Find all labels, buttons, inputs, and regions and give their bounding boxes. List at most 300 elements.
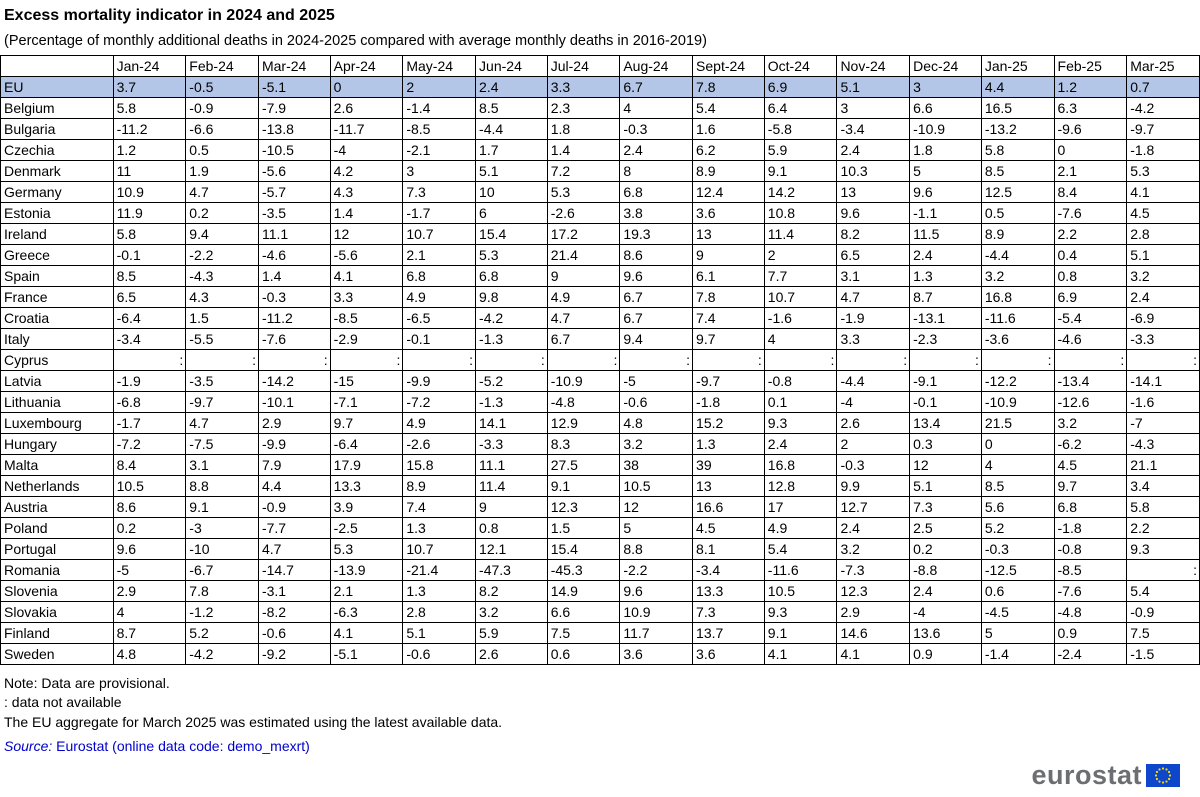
value-cell: -5.7 <box>258 182 330 203</box>
value-cell: 38 <box>620 455 693 476</box>
value-cell: -1.7 <box>403 203 476 224</box>
table-row <box>1 518 1200 539</box>
column-header: Mar-25 <box>1127 56 1200 77</box>
country-cell: Estonia <box>1 203 114 224</box>
value-cell: 17.9 <box>330 455 403 476</box>
value-cell: 11.9 <box>113 203 186 224</box>
value-cell: 4.9 <box>403 413 476 434</box>
value-cell: 5.8 <box>113 224 186 245</box>
value-cell: -12.6 <box>1054 392 1127 413</box>
value-cell: 7.5 <box>547 623 620 644</box>
value-cell: 12 <box>910 455 982 476</box>
value-cell: 2.5 <box>910 518 982 539</box>
value-cell: 27.5 <box>547 455 620 476</box>
value-cell: -5.5 <box>186 329 259 350</box>
value-cell: -11.2 <box>113 119 186 140</box>
value-cell: -10.9 <box>547 371 620 392</box>
value-cell: 10.7 <box>764 287 837 308</box>
table-title: Excess mortality indicator in 2024 and 2025 <box>4 7 335 24</box>
value-cell: -2.6 <box>547 203 620 224</box>
value-cell: -1.5 <box>1127 644 1200 665</box>
country-cell: Luxembourg <box>1 413 114 434</box>
column-header: Mar-24 <box>258 56 330 77</box>
value-cell: -5.6 <box>258 161 330 182</box>
value-cell: 6.1 <box>693 266 765 287</box>
value-cell: 12 <box>330 224 403 245</box>
value-cell: -10.9 <box>981 392 1054 413</box>
value-cell: -3 <box>186 518 259 539</box>
value-cell: -4.6 <box>258 245 330 266</box>
value-cell: -1.4 <box>403 98 476 119</box>
value-cell: -6.7 <box>186 560 259 581</box>
value-cell: 7.3 <box>403 182 476 203</box>
value-cell: 3.8 <box>620 203 693 224</box>
value-cell: -11.6 <box>981 308 1054 329</box>
value-cell: 10.5 <box>113 476 186 497</box>
value-cell: 13 <box>693 476 765 497</box>
table-row <box>1 308 1200 329</box>
value-cell: 2.1 <box>403 245 476 266</box>
value-cell: -1.1 <box>910 203 982 224</box>
value-cell: 1.9 <box>186 161 259 182</box>
value-cell: 2 <box>837 434 910 455</box>
value-cell: -9.9 <box>403 371 476 392</box>
value-cell: 0.4 <box>1054 245 1127 266</box>
value-cell: 4.2 <box>330 161 403 182</box>
value-cell: -0.6 <box>403 644 476 665</box>
value-cell: 17 <box>764 497 837 518</box>
value-cell: 0.8 <box>1054 266 1127 287</box>
country-cell: France <box>1 287 114 308</box>
table-row <box>1 98 1200 119</box>
country-cell: Slovenia <box>1 581 114 602</box>
value-cell: 2.6 <box>837 413 910 434</box>
value-cell: 14.9 <box>547 581 620 602</box>
source-link[interactable]: Eurostat (online data code: demo_mexrt) <box>56 738 310 754</box>
value-cell: : <box>837 350 910 371</box>
value-cell: 2.8 <box>403 602 476 623</box>
value-cell: -7.2 <box>113 434 186 455</box>
value-cell: : <box>113 350 186 371</box>
value-cell: 6.5 <box>113 287 186 308</box>
table-row <box>1 203 1200 224</box>
value-cell: : <box>1127 350 1200 371</box>
table-row <box>1 161 1200 182</box>
table-row <box>1 119 1200 140</box>
value-cell: 4.5 <box>1127 203 1200 224</box>
value-cell: 2.1 <box>330 581 403 602</box>
value-cell: -5 <box>113 560 186 581</box>
value-cell: 21.5 <box>981 413 1054 434</box>
value-cell: -0.6 <box>258 623 330 644</box>
value-cell: -2.5 <box>330 518 403 539</box>
value-cell: 11.1 <box>258 224 330 245</box>
country-cell: Belgium <box>1 98 114 119</box>
value-cell: 9.7 <box>330 413 403 434</box>
value-cell: 7.8 <box>186 581 259 602</box>
value-cell: 2.3 <box>547 98 620 119</box>
table-row <box>1 602 1200 623</box>
value-cell: -6.4 <box>330 434 403 455</box>
value-cell: 1.5 <box>186 308 259 329</box>
value-cell: 9.1 <box>186 497 259 518</box>
country-cell: Denmark <box>1 161 114 182</box>
value-cell: -11.7 <box>330 119 403 140</box>
value-cell: 7.2 <box>547 161 620 182</box>
value-cell: 5.1 <box>1127 245 1200 266</box>
value-cell: -0.1 <box>403 329 476 350</box>
value-cell: -4 <box>837 392 910 413</box>
value-cell: -13.9 <box>330 560 403 581</box>
flag-star <box>1162 767 1164 769</box>
value-cell: 5.9 <box>764 140 837 161</box>
value-cell: -2.2 <box>186 245 259 266</box>
value-cell: 11.7 <box>620 623 693 644</box>
value-cell: 0 <box>981 434 1054 455</box>
table-row <box>1 539 1200 560</box>
eurostat-logo <box>1031 760 1180 791</box>
value-cell: 8.8 <box>186 476 259 497</box>
value-cell: 6.8 <box>1054 497 1127 518</box>
value-cell: 1.6 <box>693 119 765 140</box>
value-cell: -4.8 <box>1054 602 1127 623</box>
value-cell: -13.4 <box>1054 371 1127 392</box>
value-cell: -4.2 <box>476 308 548 329</box>
value-cell: 10.5 <box>620 476 693 497</box>
value-cell: -5.1 <box>258 77 330 98</box>
value-cell: 15.4 <box>476 224 548 245</box>
value-cell: 6.6 <box>910 98 982 119</box>
value-cell: -5.2 <box>476 371 548 392</box>
value-cell: 7.4 <box>693 308 765 329</box>
value-cell: 0.9 <box>1054 623 1127 644</box>
value-cell: 4.7 <box>258 539 330 560</box>
value-cell: -3.1 <box>258 581 330 602</box>
value-cell: 4.9 <box>403 287 476 308</box>
value-cell: -0.8 <box>1054 539 1127 560</box>
value-cell: 5.4 <box>693 98 765 119</box>
table-row <box>1 140 1200 161</box>
value-cell: -1.6 <box>1127 392 1200 413</box>
value-cell: -6.3 <box>330 602 403 623</box>
country-cell: Slovakia <box>1 602 114 623</box>
value-cell: 12.8 <box>764 476 837 497</box>
value-cell: 4.1 <box>330 266 403 287</box>
value-cell: 11.4 <box>476 476 548 497</box>
column-header: Feb-24 <box>186 56 259 77</box>
value-cell: -1.3 <box>476 329 548 350</box>
value-cell: 13.6 <box>910 623 982 644</box>
value-cell: 6.9 <box>764 77 837 98</box>
value-cell: 9.4 <box>186 224 259 245</box>
value-cell: -7.2 <box>403 392 476 413</box>
table-row <box>1 497 1200 518</box>
value-cell: -0.5 <box>186 77 259 98</box>
value-cell: 10.5 <box>764 581 837 602</box>
value-cell: -1.8 <box>693 392 765 413</box>
value-cell: 7.7 <box>764 266 837 287</box>
note-not-available: : data not available <box>4 694 122 710</box>
value-cell: 3.3 <box>837 329 910 350</box>
value-cell: -10.1 <box>258 392 330 413</box>
value-cell: 4 <box>764 329 837 350</box>
value-cell: 2.1 <box>1054 161 1127 182</box>
value-cell: -0.6 <box>620 392 693 413</box>
table-row <box>1 581 1200 602</box>
flag-star <box>1165 780 1167 782</box>
value-cell: 8.4 <box>1054 182 1127 203</box>
value-cell: 0.2 <box>186 203 259 224</box>
value-cell: -7.3 <box>837 560 910 581</box>
value-cell: -12.5 <box>981 560 1054 581</box>
value-cell: : <box>547 350 620 371</box>
value-cell: 14.6 <box>837 623 910 644</box>
value-cell: 1.3 <box>693 434 765 455</box>
table-row <box>1 623 1200 644</box>
value-cell: 8.6 <box>113 497 186 518</box>
value-cell: : <box>403 350 476 371</box>
flag-star <box>1168 778 1170 780</box>
value-cell: 9.6 <box>837 203 910 224</box>
value-cell: 1.4 <box>258 266 330 287</box>
value-cell: -5.6 <box>330 245 403 266</box>
country-cell: Latvia <box>1 371 114 392</box>
value-cell: 9.1 <box>547 476 620 497</box>
value-cell: 15.2 <box>693 413 765 434</box>
value-cell: -1.8 <box>1054 518 1127 539</box>
value-cell: 0.9 <box>910 644 982 665</box>
value-cell: : <box>1054 350 1127 371</box>
value-cell: -13.1 <box>910 308 982 329</box>
country-cell: Malta <box>1 455 114 476</box>
value-cell: -8.5 <box>330 308 403 329</box>
column-header: Feb-25 <box>1054 56 1127 77</box>
table-row <box>1 224 1200 245</box>
flag-star <box>1156 778 1158 780</box>
value-cell: 5 <box>981 623 1054 644</box>
value-cell: 0.1 <box>764 392 837 413</box>
value-cell: -8.2 <box>258 602 330 623</box>
country-cell: Romania <box>1 560 114 581</box>
country-cell: Italy <box>1 329 114 350</box>
value-cell: -11.2 <box>258 308 330 329</box>
value-cell: -2.9 <box>330 329 403 350</box>
value-cell: 6.3 <box>1054 98 1127 119</box>
table-body <box>1 77 1200 665</box>
country-cell: Austria <box>1 497 114 518</box>
value-cell: -4 <box>330 140 403 161</box>
value-cell: 2.9 <box>258 413 330 434</box>
value-cell: 3.2 <box>1127 266 1200 287</box>
value-cell: 12.1 <box>476 539 548 560</box>
value-cell: 5.8 <box>113 98 186 119</box>
value-cell: -0.8 <box>764 371 837 392</box>
value-cell: 3.2 <box>1054 413 1127 434</box>
value-cell: -3.4 <box>693 560 765 581</box>
flag-star <box>1158 768 1160 770</box>
value-cell: -13.8 <box>258 119 330 140</box>
value-cell: 2.4 <box>620 140 693 161</box>
value-cell: 13.3 <box>330 476 403 497</box>
value-cell: 5.9 <box>476 623 548 644</box>
value-cell: 5.3 <box>476 245 548 266</box>
column-header: Jan-24 <box>113 56 186 77</box>
country-cell: Portugal <box>1 539 114 560</box>
value-cell: -4.4 <box>837 371 910 392</box>
value-cell: -6.2 <box>1054 434 1127 455</box>
value-cell: 5.6 <box>981 497 1054 518</box>
country-cell: Lithuania <box>1 392 114 413</box>
table-row <box>1 644 1200 665</box>
value-cell: 6.7 <box>620 308 693 329</box>
value-cell: 9.1 <box>764 623 837 644</box>
column-header: Oct-24 <box>764 56 837 77</box>
value-cell: -4.6 <box>1054 329 1127 350</box>
value-cell: -45.3 <box>547 560 620 581</box>
value-cell: 4.8 <box>113 644 186 665</box>
value-cell: 21.1 <box>1127 455 1200 476</box>
value-cell: 39 <box>693 455 765 476</box>
value-cell: 17.2 <box>547 224 620 245</box>
value-cell: -14.1 <box>1127 371 1200 392</box>
value-cell: -21.4 <box>403 560 476 581</box>
value-cell: -7.6 <box>1054 203 1127 224</box>
value-cell: 8.5 <box>981 476 1054 497</box>
value-cell: -3.5 <box>186 371 259 392</box>
value-cell: 5.8 <box>1127 497 1200 518</box>
value-cell: 0.3 <box>910 434 982 455</box>
value-cell: 10.7 <box>403 539 476 560</box>
value-cell: -4.8 <box>547 392 620 413</box>
value-cell: 14.1 <box>476 413 548 434</box>
value-cell: -2.2 <box>620 560 693 581</box>
country-cell: Finland <box>1 623 114 644</box>
value-cell: 3.3 <box>547 77 620 98</box>
value-cell: -1.2 <box>186 602 259 623</box>
column-header: Nov-24 <box>837 56 910 77</box>
value-cell: -6.8 <box>113 392 186 413</box>
column-header: Dec-24 <box>910 56 982 77</box>
value-cell: -8.5 <box>1054 560 1127 581</box>
value-cell: -1.6 <box>764 308 837 329</box>
country-cell: Spain <box>1 266 114 287</box>
value-cell: : <box>258 350 330 371</box>
value-cell: -3.6 <box>981 329 1054 350</box>
value-cell: -5.4 <box>1054 308 1127 329</box>
value-cell: 9.7 <box>1054 476 1127 497</box>
logo-wordmark: eurostat <box>1031 760 1142 790</box>
value-cell: 3.3 <box>330 287 403 308</box>
country-cell: Bulgaria <box>1 119 114 140</box>
value-cell: -5.8 <box>764 119 837 140</box>
value-cell: 9 <box>547 266 620 287</box>
value-cell: 3.6 <box>693 644 765 665</box>
value-cell: 4.7 <box>547 308 620 329</box>
value-cell: -0.3 <box>258 287 330 308</box>
value-cell: 4.1 <box>330 623 403 644</box>
value-cell: -0.1 <box>910 392 982 413</box>
value-cell: 8 <box>620 161 693 182</box>
value-cell: -7.1 <box>330 392 403 413</box>
value-cell: 0.6 <box>547 644 620 665</box>
value-cell: 4.3 <box>330 182 403 203</box>
value-cell: 3.2 <box>981 266 1054 287</box>
value-cell: 4.1 <box>837 644 910 665</box>
value-cell: -14.7 <box>258 560 330 581</box>
value-cell: 15.8 <box>403 455 476 476</box>
column-header: Sept-24 <box>693 56 765 77</box>
value-cell: 2 <box>403 77 476 98</box>
value-cell: 10.7 <box>403 224 476 245</box>
value-cell: 13 <box>837 182 910 203</box>
flag-star <box>1162 781 1164 783</box>
value-cell: -0.3 <box>837 455 910 476</box>
value-cell: 1.4 <box>547 140 620 161</box>
table-row <box>1 371 1200 392</box>
value-cell: -2.3 <box>910 329 982 350</box>
value-cell: 4.8 <box>620 413 693 434</box>
value-cell: 2.4 <box>910 245 982 266</box>
value-cell: 2.4 <box>764 434 837 455</box>
value-cell: 4.5 <box>1054 455 1127 476</box>
country-cell: Sweden <box>1 644 114 665</box>
value-cell: : <box>910 350 982 371</box>
value-cell: 9.3 <box>764 602 837 623</box>
value-cell: 5.3 <box>330 539 403 560</box>
value-cell: 2.4 <box>476 77 548 98</box>
value-cell: 1.8 <box>547 119 620 140</box>
value-cell: -14.2 <box>258 371 330 392</box>
value-cell: -15 <box>330 371 403 392</box>
value-cell: 2.2 <box>1127 518 1200 539</box>
value-cell: 1.3 <box>403 581 476 602</box>
value-cell: 10.3 <box>837 161 910 182</box>
eu-flag-icon <box>1146 764 1180 787</box>
table-row <box>1 266 1200 287</box>
value-cell: 4.4 <box>981 77 1054 98</box>
value-cell: 8.8 <box>620 539 693 560</box>
value-cell: 5 <box>620 518 693 539</box>
value-cell: 1.3 <box>910 266 982 287</box>
value-cell: 13.3 <box>693 581 765 602</box>
value-cell: 12.7 <box>837 497 910 518</box>
value-cell: 16.8 <box>981 287 1054 308</box>
value-cell: 2.6 <box>476 644 548 665</box>
value-cell: 5.1 <box>476 161 548 182</box>
value-cell: 16.8 <box>764 455 837 476</box>
value-cell: 8.7 <box>910 287 982 308</box>
table-subtitle: (Percentage of monthly additional deaths in 2024-2025 compared with average monthly deaths in 2016-2019) <box>4 33 707 49</box>
value-cell: -8.8 <box>910 560 982 581</box>
value-cell: 9.6 <box>620 581 693 602</box>
value-cell: 8.9 <box>403 476 476 497</box>
value-cell: 9.3 <box>1127 539 1200 560</box>
value-cell: -13.2 <box>981 119 1054 140</box>
value-cell: -1.4 <box>981 644 1054 665</box>
value-cell: 7.3 <box>693 602 765 623</box>
table-row <box>1 455 1200 476</box>
value-cell: -0.9 <box>186 98 259 119</box>
country-cell: Cyprus <box>1 350 114 371</box>
table-row <box>1 413 1200 434</box>
value-cell: 2.2 <box>1054 224 1127 245</box>
table-row <box>1 245 1200 266</box>
value-cell: 6 <box>476 203 548 224</box>
value-cell: 1.2 <box>1054 77 1127 98</box>
value-cell: 15.4 <box>547 539 620 560</box>
value-cell: : <box>764 350 837 371</box>
value-cell: 4.5 <box>693 518 765 539</box>
